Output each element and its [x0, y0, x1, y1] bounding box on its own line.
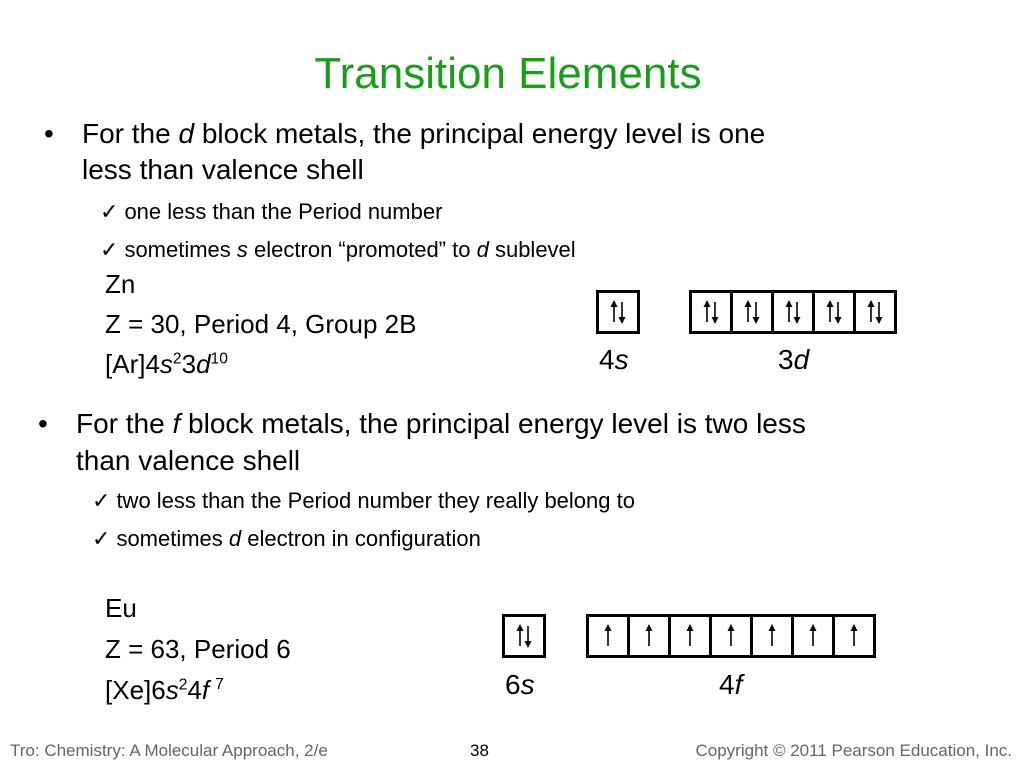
eu-6s-label-letter: s	[520, 669, 535, 700]
eu-4f-orbital-box	[791, 614, 835, 658]
check-item-2-text-end: sublevel	[488, 237, 576, 262]
electron-pair-arrows-icon	[608, 298, 628, 326]
eu-4f-orbital-box	[832, 614, 876, 658]
eu-symbol: Eu	[105, 593, 137, 623]
electron-up-arrow-icon	[680, 622, 700, 650]
page-number: 38	[470, 741, 489, 760]
electron-pair-arrows-icon	[824, 298, 844, 326]
bullet-dot-2: •	[38, 408, 48, 439]
bullet-1-line-2: less than valence shell	[82, 154, 364, 185]
check-icon: ✓	[92, 488, 111, 513]
check-icon: ✓	[100, 199, 119, 224]
check-item-1	[100, 198, 442, 226]
zn-3d-label-num: 3	[778, 344, 794, 375]
zn-config-shell: 3	[181, 349, 197, 379]
eu-4f-label-num: 4	[719, 669, 735, 700]
zn-3d-orbital-box	[689, 290, 733, 334]
check-item-2-text: sometimes	[124, 237, 237, 262]
eu-config-f: f	[201, 675, 210, 705]
eu-4f-orbital-box	[586, 614, 630, 658]
zn-3d-label	[778, 344, 809, 376]
check-item-1-text: one less than the Period number	[124, 199, 443, 224]
zn-config-d: d	[196, 349, 211, 379]
zn-3d-orbital-box	[730, 290, 774, 334]
bullet-2-line-2: than valence shell	[76, 445, 301, 476]
zn-symbol: Zn	[105, 269, 136, 299]
zn-4s-orbital-diagram	[596, 290, 640, 334]
eu-config-s: s	[165, 675, 179, 705]
zn-config-d-count: 10	[210, 350, 228, 368]
bullet-1-line-1	[82, 116, 765, 152]
check-item-2-text-mid: electron “promoted” to	[247, 237, 477, 262]
check-icon: ✓	[92, 526, 111, 551]
zn-config-s-count: 2	[172, 350, 182, 368]
check-item-3-text: two less than the Period number they really belong to	[116, 488, 635, 513]
zn-3d-orbital-box	[812, 290, 856, 334]
eu-6s-orbital-diagram	[502, 614, 546, 658]
check-item-2-italic-s: s	[236, 237, 248, 262]
eu-info: Z = 63, Period 6	[105, 634, 291, 664]
electron-pair-arrows-icon	[865, 298, 885, 326]
zn-4s-label	[599, 344, 629, 376]
check-icon: ✓	[100, 237, 119, 262]
electron-pair-arrows-icon	[783, 298, 803, 326]
eu-config	[105, 674, 224, 706]
check-item-4	[92, 525, 481, 553]
electron-up-arrow-icon	[762, 622, 782, 650]
check-item-4-italic: d	[228, 526, 242, 551]
check-item-2	[100, 236, 576, 264]
zn-4s-orbital-box	[596, 290, 640, 334]
eu-4f-orbital-box	[709, 614, 753, 658]
zn-3d-orbital-box	[771, 290, 815, 334]
electron-up-arrow-icon	[639, 622, 659, 650]
bullet-1-text: For the	[82, 118, 179, 149]
bullet-2-text: For the	[76, 408, 173, 439]
eu-config-core: [Xe]6	[105, 675, 166, 705]
zn-config-s: s	[159, 349, 173, 379]
check-item-4-text: sometimes	[116, 526, 229, 551]
electron-up-arrow-icon	[844, 622, 864, 650]
bullet-2-text-rest: block metals, the principal energy level is two less	[180, 408, 806, 439]
eu-config-shell: 4	[187, 675, 202, 705]
zn-4s-label-letter: s	[614, 344, 629, 375]
zn-config-core: [Ar]4	[105, 349, 160, 379]
footer-right: Copyright © 2011 Pearson Education, Inc.	[695, 741, 1012, 760]
check-item-2-italic-d: d	[476, 237, 489, 262]
bullet-dot-1: •	[44, 118, 54, 149]
electron-pair-arrows-icon	[701, 298, 721, 326]
zn-4s-label-num: 4	[599, 344, 615, 375]
eu-4f-orbital-box	[627, 614, 671, 658]
check-item-4-text-end: electron in configuration	[241, 526, 481, 551]
footer-left: Tro: Chemistry: A Molecular Approach, 2/e	[10, 741, 328, 760]
eu-4f-orbital-box	[750, 614, 794, 658]
electron-pair-arrows-icon	[514, 622, 534, 650]
bullet-2-italic: f	[172, 408, 181, 439]
zn-3d-orbital-box	[853, 290, 897, 334]
bullet-1-italic: d	[178, 118, 195, 149]
eu-4f-label-letter: f	[734, 669, 743, 700]
zn-3d-orbital-diagram	[689, 290, 897, 334]
zn-config	[105, 348, 228, 380]
eu-config-s-count: 2	[178, 676, 188, 694]
eu-4f-orbital-diagram	[586, 614, 876, 658]
eu-6s-orbital-box	[502, 614, 546, 658]
eu-4f-orbital-box	[668, 614, 712, 658]
check-item-3	[92, 487, 635, 515]
eu-config-f-count: 7	[215, 676, 224, 694]
electron-pair-arrows-icon	[742, 298, 762, 326]
zn-info: Z = 30, Period 4, Group 2B	[105, 309, 417, 339]
eu-6s-label	[505, 669, 535, 701]
slide-title: Transition Elements	[314, 49, 702, 98]
electron-up-arrow-icon	[721, 622, 741, 650]
eu-6s-label-num: 6	[505, 669, 521, 700]
zn-3d-label-letter: d	[793, 344, 810, 375]
bullet-1-text-rest: block metals, the principal energy level is one	[194, 118, 766, 149]
bullet-2-line-1	[76, 406, 806, 442]
electron-up-arrow-icon	[803, 622, 823, 650]
electron-up-arrow-icon	[598, 622, 618, 650]
eu-4f-label	[719, 669, 742, 701]
